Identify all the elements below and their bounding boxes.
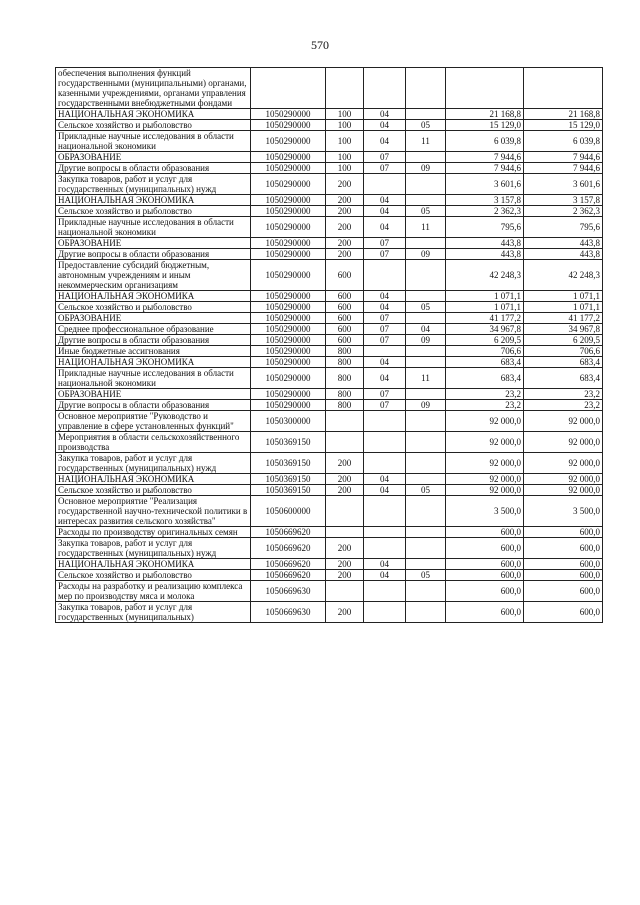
row-expense-type: 200 (326, 206, 364, 217)
row-name: Предоставление субсидий бюджетным, автономным учреждениям и иным некоммерческим организациям (56, 260, 251, 291)
row-amount-1: 92 000,0 (446, 432, 524, 453)
row-expense-type: 800 (326, 400, 364, 411)
row-amount-2: 34 967,8 (524, 324, 603, 335)
page-number: 570 (311, 38, 329, 52)
row-target-code: 1050290000 (251, 131, 326, 152)
row-target-code: 1050290000 (251, 120, 326, 131)
row-name: ОБРАЗОВАНИЕ (56, 152, 251, 163)
row-target-code: 1050290000 (251, 291, 326, 302)
row-subsection (406, 496, 446, 527)
row-section: 07 (364, 324, 406, 335)
row-amount-2: 600,0 (524, 570, 603, 581)
row-expense-type: 200 (326, 238, 364, 249)
row-subsection: 05 (406, 570, 446, 581)
row-target-code: 1050369150 (251, 453, 326, 474)
row-name: Другие вопросы в области образования (56, 335, 251, 346)
table-row (56, 260, 603, 291)
table-row (56, 109, 603, 120)
row-target-code: 1050290000 (251, 163, 326, 174)
table-row (56, 302, 603, 313)
row-target-code (251, 68, 326, 109)
row-expense-type (326, 432, 364, 453)
table-row (56, 538, 603, 559)
row-expense-type: 200 (326, 217, 364, 238)
row-name: Расходы на разработку и реализацию комплекса мер по производству мяса и молока (56, 581, 251, 602)
row-subsection (406, 313, 446, 324)
row-amount-2: 92 000,0 (524, 474, 603, 485)
row-section: 04 (364, 291, 406, 302)
row-expense-type: 200 (326, 195, 364, 206)
row-amount-1: 2 362,3 (446, 206, 524, 217)
row-subsection (406, 581, 446, 602)
row-name: Прикладные научные исследования в области национальной экономики (56, 368, 251, 389)
row-name: Мероприятия в области сельскохозяйственного производства (56, 432, 251, 453)
row-target-code: 1050369150 (251, 474, 326, 485)
row-amount-1: 42 248,3 (446, 260, 524, 291)
table-row (56, 474, 603, 485)
table-row (56, 291, 603, 302)
row-name: Сельское хозяйство и рыболовство (56, 302, 251, 313)
row-amount-1: 600,0 (446, 559, 524, 570)
row-name: Прикладные научные исследования в области национальной экономики (56, 131, 251, 152)
row-amount-1: 34 967,8 (446, 324, 524, 335)
row-expense-type: 100 (326, 109, 364, 120)
row-amount-2: 92 000,0 (524, 432, 603, 453)
row-amount-1: 3 500,0 (446, 496, 524, 527)
table-row (56, 120, 603, 131)
row-amount-1: 92 000,0 (446, 453, 524, 474)
row-section (364, 496, 406, 527)
row-amount-2: 7 944,6 (524, 152, 603, 163)
row-amount-2: 683,4 (524, 357, 603, 368)
row-amount-2: 1 071,1 (524, 291, 603, 302)
row-expense-type: 600 (326, 302, 364, 313)
row-target-code: 1050290000 (251, 357, 326, 368)
row-amount-2: 23,2 (524, 389, 603, 400)
row-amount-1: 1 071,1 (446, 302, 524, 313)
budget-table (55, 67, 603, 623)
table-row (56, 195, 603, 206)
row-amount-2: 7 944,6 (524, 163, 603, 174)
row-amount-1: 92 000,0 (446, 485, 524, 496)
row-subsection (406, 357, 446, 368)
row-section: 07 (364, 335, 406, 346)
table-row (56, 238, 603, 249)
table-row (56, 335, 603, 346)
row-subsection: 05 (406, 485, 446, 496)
row-target-code: 1050369150 (251, 432, 326, 453)
row-target-code: 1050369150 (251, 485, 326, 496)
row-expense-type: 800 (326, 346, 364, 357)
row-section: 04 (364, 357, 406, 368)
row-amount-2: 443,8 (524, 238, 603, 249)
row-amount-2: 443,8 (524, 249, 603, 260)
row-section: 07 (364, 152, 406, 163)
table-row (56, 400, 603, 411)
row-subsection (406, 109, 446, 120)
table-row (56, 432, 603, 453)
row-expense-type: 100 (326, 163, 364, 174)
row-amount-2: 41 177,2 (524, 313, 603, 324)
table-row (56, 249, 603, 260)
row-name: НАЦИОНАЛЬНАЯ ЭКОНОМИКА (56, 291, 251, 302)
row-amount-1: 1 071,1 (446, 291, 524, 302)
row-name: Сельское хозяйство и рыболовство (56, 120, 251, 131)
row-section (364, 538, 406, 559)
row-target-code: 1050290000 (251, 260, 326, 291)
row-amount-2: 92 000,0 (524, 453, 603, 474)
row-subsection (406, 238, 446, 249)
row-expense-type: 200 (326, 570, 364, 581)
row-subsection (406, 195, 446, 206)
row-subsection (406, 389, 446, 400)
row-amount-2 (524, 68, 603, 109)
row-section (364, 346, 406, 357)
row-expense-type (326, 411, 364, 432)
table-row (56, 357, 603, 368)
row-expense-type: 600 (326, 313, 364, 324)
row-section: 07 (364, 389, 406, 400)
row-amount-2: 600,0 (524, 527, 603, 538)
row-subsection: 05 (406, 120, 446, 131)
row-name: Основное мероприятие "Руководство и управление в сфере установленных функций" (56, 411, 251, 432)
row-amount-1: 6 209,5 (446, 335, 524, 346)
row-target-code: 1050669620 (251, 527, 326, 538)
table-row (56, 217, 603, 238)
row-target-code: 1050669620 (251, 559, 326, 570)
table-row (56, 68, 603, 109)
table-row (56, 411, 603, 432)
row-target-code: 1050290000 (251, 346, 326, 357)
row-subsection (406, 538, 446, 559)
row-section: 07 (364, 163, 406, 174)
row-target-code: 1050290000 (251, 195, 326, 206)
row-expense-type: 200 (326, 559, 364, 570)
row-name: ОБРАЗОВАНИЕ (56, 389, 251, 400)
row-expense-type (326, 581, 364, 602)
row-name: Другие вопросы в области образования (56, 163, 251, 174)
row-amount-1: 3 157,8 (446, 195, 524, 206)
row-section (364, 527, 406, 538)
row-name: Сельское хозяйство и рыболовство (56, 485, 251, 496)
row-amount-2: 6 209,5 (524, 335, 603, 346)
row-expense-type: 600 (326, 260, 364, 291)
row-amount-2: 600,0 (524, 602, 603, 623)
row-name: Сельское хозяйство и рыболовство (56, 570, 251, 581)
row-target-code: 1050669630 (251, 602, 326, 623)
row-amount-2: 92 000,0 (524, 411, 603, 432)
row-amount-1: 600,0 (446, 570, 524, 581)
row-amount-2: 3 500,0 (524, 496, 603, 527)
row-target-code: 1050290000 (251, 313, 326, 324)
row-subsection (406, 152, 446, 163)
table-row (56, 206, 603, 217)
row-section: 07 (364, 238, 406, 249)
row-name: Сельское хозяйство и рыболовство (56, 206, 251, 217)
row-section (364, 602, 406, 623)
row-subsection (406, 432, 446, 453)
row-amount-1: 600,0 (446, 538, 524, 559)
row-amount-2: 23,2 (524, 400, 603, 411)
row-amount-2: 1 071,1 (524, 302, 603, 313)
row-amount-2: 795,6 (524, 217, 603, 238)
row-section: 07 (364, 313, 406, 324)
row-expense-type: 600 (326, 324, 364, 335)
row-amount-2: 21 168,8 (524, 109, 603, 120)
row-section (364, 68, 406, 109)
row-name: НАЦИОНАЛЬНАЯ ЭКОНОМИКА (56, 474, 251, 485)
row-section: 07 (364, 249, 406, 260)
row-target-code: 1050290000 (251, 249, 326, 260)
row-section (364, 260, 406, 291)
table-row (56, 131, 603, 152)
table-body (56, 68, 603, 623)
row-section: 04 (364, 217, 406, 238)
row-amount-1: 600,0 (446, 527, 524, 538)
row-name: Расходы по производству оригинальных семян (56, 527, 251, 538)
row-amount-1: 41 177,2 (446, 313, 524, 324)
row-expense-type: 100 (326, 120, 364, 131)
row-amount-2: 600,0 (524, 538, 603, 559)
row-section: 04 (364, 570, 406, 581)
row-target-code: 1050290000 (251, 400, 326, 411)
row-subsection (406, 559, 446, 570)
row-amount-2: 600,0 (524, 559, 603, 570)
row-amount-1: 7 944,6 (446, 163, 524, 174)
row-name: ОБРАЗОВАНИЕ (56, 238, 251, 249)
row-subsection (406, 453, 446, 474)
row-subsection: 09 (406, 163, 446, 174)
row-target-code: 1050290000 (251, 302, 326, 313)
row-name: НАЦИОНАЛЬНАЯ ЭКОНОМИКА (56, 109, 251, 120)
row-expense-type (326, 68, 364, 109)
row-target-code: 1050290000 (251, 109, 326, 120)
row-target-code: 1050290000 (251, 324, 326, 335)
row-subsection (406, 68, 446, 109)
row-name: Закупка товаров, работ и услуг для государственных (муниципальных) нужд (56, 453, 251, 474)
row-name: Другие вопросы в области образования (56, 249, 251, 260)
row-name: НАЦИОНАЛЬНАЯ ЭКОНОМИКА (56, 357, 251, 368)
row-expense-type: 600 (326, 335, 364, 346)
row-target-code: 1050290000 (251, 238, 326, 249)
row-amount-1: 23,2 (446, 400, 524, 411)
row-target-code: 1050290000 (251, 368, 326, 389)
row-expense-type: 600 (326, 291, 364, 302)
table-row (56, 163, 603, 174)
table-row (56, 174, 603, 195)
row-amount-2: 15 129,0 (524, 120, 603, 131)
row-amount-1: 443,8 (446, 238, 524, 249)
row-amount-1: 21 168,8 (446, 109, 524, 120)
row-subsection: 11 (406, 368, 446, 389)
row-section: 04 (364, 131, 406, 152)
row-section (364, 432, 406, 453)
row-subsection (406, 174, 446, 195)
row-subsection: 09 (406, 400, 446, 411)
table-row (56, 324, 603, 335)
row-expense-type: 200 (326, 453, 364, 474)
row-name: НАЦИОНАЛЬНАЯ ЭКОНОМИКА (56, 195, 251, 206)
table-row (56, 313, 603, 324)
row-amount-2: 42 248,3 (524, 260, 603, 291)
row-subsection (406, 527, 446, 538)
row-target-code: 1050300000 (251, 411, 326, 432)
table-row (56, 453, 603, 474)
row-subsection: 05 (406, 206, 446, 217)
row-amount-2: 92 000,0 (524, 485, 603, 496)
row-section: 04 (364, 120, 406, 131)
row-amount-2: 3 157,8 (524, 195, 603, 206)
row-amount-1: 683,4 (446, 357, 524, 368)
row-section: 04 (364, 474, 406, 485)
table-row (56, 602, 603, 623)
row-name: ОБРАЗОВАНИЕ (56, 313, 251, 324)
table-row (56, 485, 603, 496)
row-section: 07 (364, 400, 406, 411)
row-name: Закупка товаров, работ и услуг для государственных (муниципальных) нужд (56, 174, 251, 195)
row-amount-1: 23,2 (446, 389, 524, 400)
row-expense-type (326, 527, 364, 538)
row-target-code: 1050290000 (251, 389, 326, 400)
row-target-code: 1050290000 (251, 152, 326, 163)
row-expense-type: 800 (326, 368, 364, 389)
row-section: 04 (364, 368, 406, 389)
row-amount-2: 683,4 (524, 368, 603, 389)
row-section (364, 581, 406, 602)
row-expense-type: 800 (326, 389, 364, 400)
row-subsection (406, 474, 446, 485)
row-subsection (406, 260, 446, 291)
row-amount-1: 683,4 (446, 368, 524, 389)
table-row (56, 527, 603, 538)
row-amount-1: 15 129,0 (446, 120, 524, 131)
row-section: 04 (364, 485, 406, 496)
row-subsection: 11 (406, 131, 446, 152)
row-amount-2: 2 362,3 (524, 206, 603, 217)
row-expense-type: 200 (326, 538, 364, 559)
row-target-code: 1050669620 (251, 570, 326, 581)
row-subsection: 09 (406, 335, 446, 346)
row-amount-1: 3 601,6 (446, 174, 524, 195)
row-name: обеспечения выполнения функций государственными (муниципальными) органами, казенными учреждениями, органами управления государственными внебюджетными фондами (56, 68, 251, 109)
table-row (56, 559, 603, 570)
row-name: Закупка товаров, работ и услуг для государственных (муниципальных) (56, 602, 251, 623)
row-section (364, 174, 406, 195)
table-row (56, 368, 603, 389)
row-section: 04 (364, 302, 406, 313)
table-row (56, 152, 603, 163)
row-section (364, 453, 406, 474)
row-subsection (406, 346, 446, 357)
row-name: Другие вопросы в области образования (56, 400, 251, 411)
row-target-code: 1050669620 (251, 538, 326, 559)
row-amount-2: 600,0 (524, 581, 603, 602)
row-amount-1: 795,6 (446, 217, 524, 238)
row-subsection (406, 602, 446, 623)
row-name: Иные бюджетные ассигнования (56, 346, 251, 357)
row-name: Прикладные научные исследования в области национальной экономики (56, 217, 251, 238)
row-subsection: 05 (406, 302, 446, 313)
row-amount-1: 92 000,0 (446, 411, 524, 432)
row-amount-1: 92 000,0 (446, 474, 524, 485)
row-target-code: 1050600000 (251, 496, 326, 527)
row-subsection: 04 (406, 324, 446, 335)
row-expense-type (326, 496, 364, 527)
row-expense-type: 800 (326, 357, 364, 368)
row-subsection (406, 411, 446, 432)
row-section: 04 (364, 206, 406, 217)
row-name: Среднее профессиональное образование (56, 324, 251, 335)
row-amount-2: 3 601,6 (524, 174, 603, 195)
row-amount-1: 600,0 (446, 581, 524, 602)
row-section: 04 (364, 109, 406, 120)
row-expense-type: 200 (326, 602, 364, 623)
row-subsection: 11 (406, 217, 446, 238)
row-subsection (406, 291, 446, 302)
row-section: 04 (364, 559, 406, 570)
row-expense-type: 100 (326, 131, 364, 152)
table-row (56, 581, 603, 602)
row-amount-2: 6 039,8 (524, 131, 603, 152)
row-name: НАЦИОНАЛЬНАЯ ЭКОНОМИКА (56, 559, 251, 570)
row-target-code: 1050669630 (251, 581, 326, 602)
row-target-code: 1050290000 (251, 174, 326, 195)
row-amount-1: 706,6 (446, 346, 524, 357)
row-amount-1: 443,8 (446, 249, 524, 260)
row-expense-type: 200 (326, 485, 364, 496)
row-section: 04 (364, 195, 406, 206)
row-name: Основное мероприятие "Реализация государственной научно-технической политики в интересах развития сельского хозяйства" (56, 496, 251, 527)
row-name: Закупка товаров, работ и услуг для государственных (муниципальных) нужд (56, 538, 251, 559)
row-target-code: 1050290000 (251, 206, 326, 217)
row-target-code: 1050290000 (251, 217, 326, 238)
row-expense-type: 200 (326, 249, 364, 260)
row-expense-type: 100 (326, 152, 364, 163)
table-row (56, 389, 603, 400)
table-row (56, 346, 603, 357)
table-row (56, 570, 603, 581)
row-amount-1 (446, 68, 524, 109)
row-amount-1: 600,0 (446, 602, 524, 623)
row-amount-1: 6 039,8 (446, 131, 524, 152)
row-amount-2: 706,6 (524, 346, 603, 357)
row-target-code: 1050290000 (251, 335, 326, 346)
row-section (364, 411, 406, 432)
row-expense-type: 200 (326, 174, 364, 195)
row-expense-type: 200 (326, 474, 364, 485)
row-amount-1: 7 944,6 (446, 152, 524, 163)
row-subsection: 09 (406, 249, 446, 260)
table-row (56, 496, 603, 527)
